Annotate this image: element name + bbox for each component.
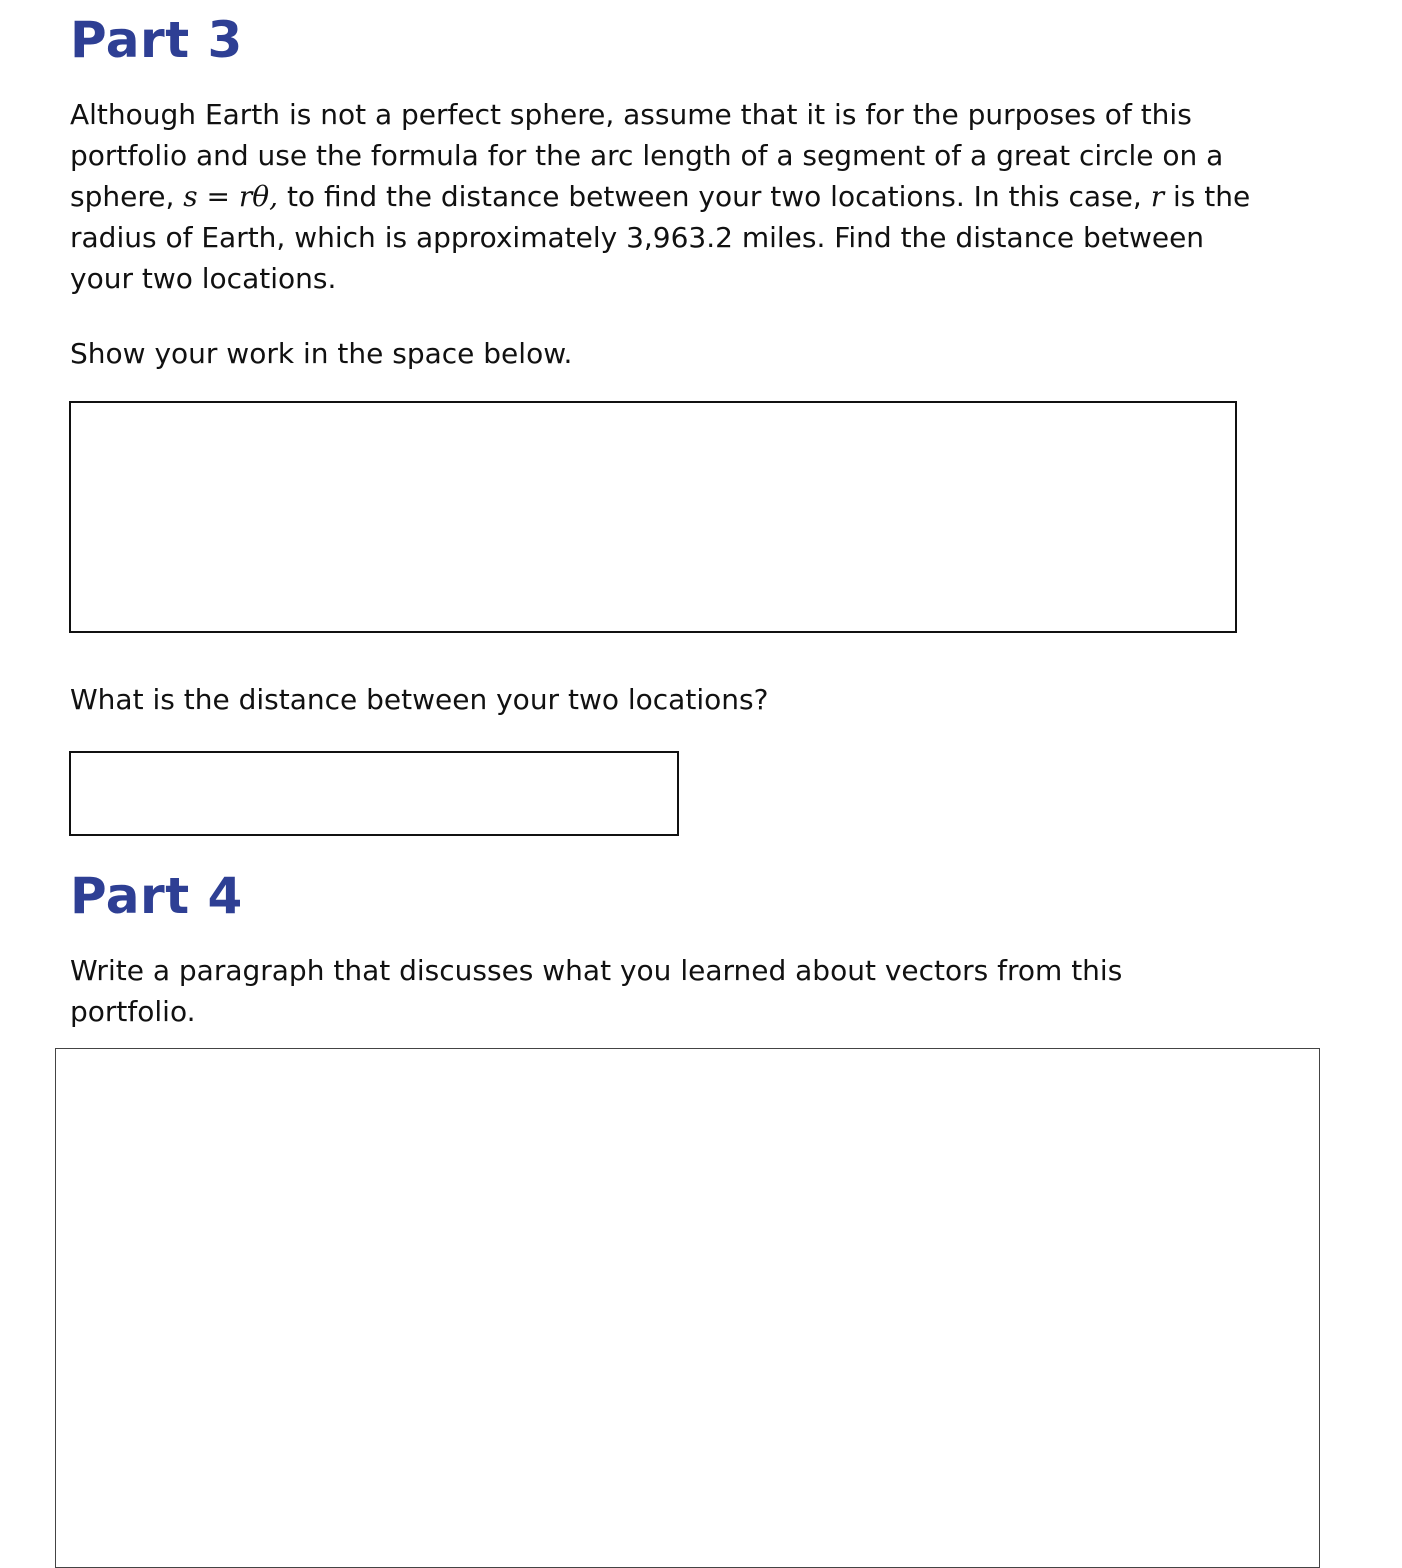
distance-question: What is the distance between your two locations? bbox=[70, 683, 769, 716]
work-space-textarea[interactable] bbox=[69, 401, 1237, 633]
arc-length-formula: s = rθ, bbox=[183, 180, 279, 213]
radius-variable: r bbox=[1150, 180, 1165, 213]
instructions-line-3-start: sphere, bbox=[70, 180, 184, 213]
show-work-prompt: Show your work in the space below. bbox=[70, 337, 573, 370]
part-4-heading: Part 4 bbox=[70, 867, 243, 925]
instructions-line-4: radius of Earth, which is approximately 3,963.2 miles. Find the distance between bbox=[70, 221, 1205, 254]
instructions-line-3 bbox=[70, 176, 1250, 217]
part-4-prompt-line-1: Write a paragraph that discusses what you learned about vectors from this bbox=[70, 954, 1123, 987]
part-3-heading: Part 3 bbox=[70, 11, 243, 69]
distance-answer-field[interactable] bbox=[69, 751, 679, 836]
part-3-instructions bbox=[70, 94, 1250, 299]
instructions-line-3-end: is the bbox=[1164, 180, 1251, 213]
reflection-paragraph-textarea[interactable] bbox=[55, 1048, 1320, 1568]
instructions-line-5: your two locations. bbox=[70, 262, 337, 295]
part-4-prompt bbox=[70, 950, 1122, 1032]
instructions-line-2: portfolio and use the formula for the arc length of a segment of a great circle on a bbox=[70, 139, 1224, 172]
instructions-line-1: Although Earth is not a perfect sphere, assume that it is for the purposes of this bbox=[70, 98, 1192, 131]
part-4-prompt-line-2: portfolio. bbox=[70, 995, 196, 1028]
instructions-line-3-middle: to find the distance between your two locations. In this case, bbox=[278, 180, 1151, 213]
